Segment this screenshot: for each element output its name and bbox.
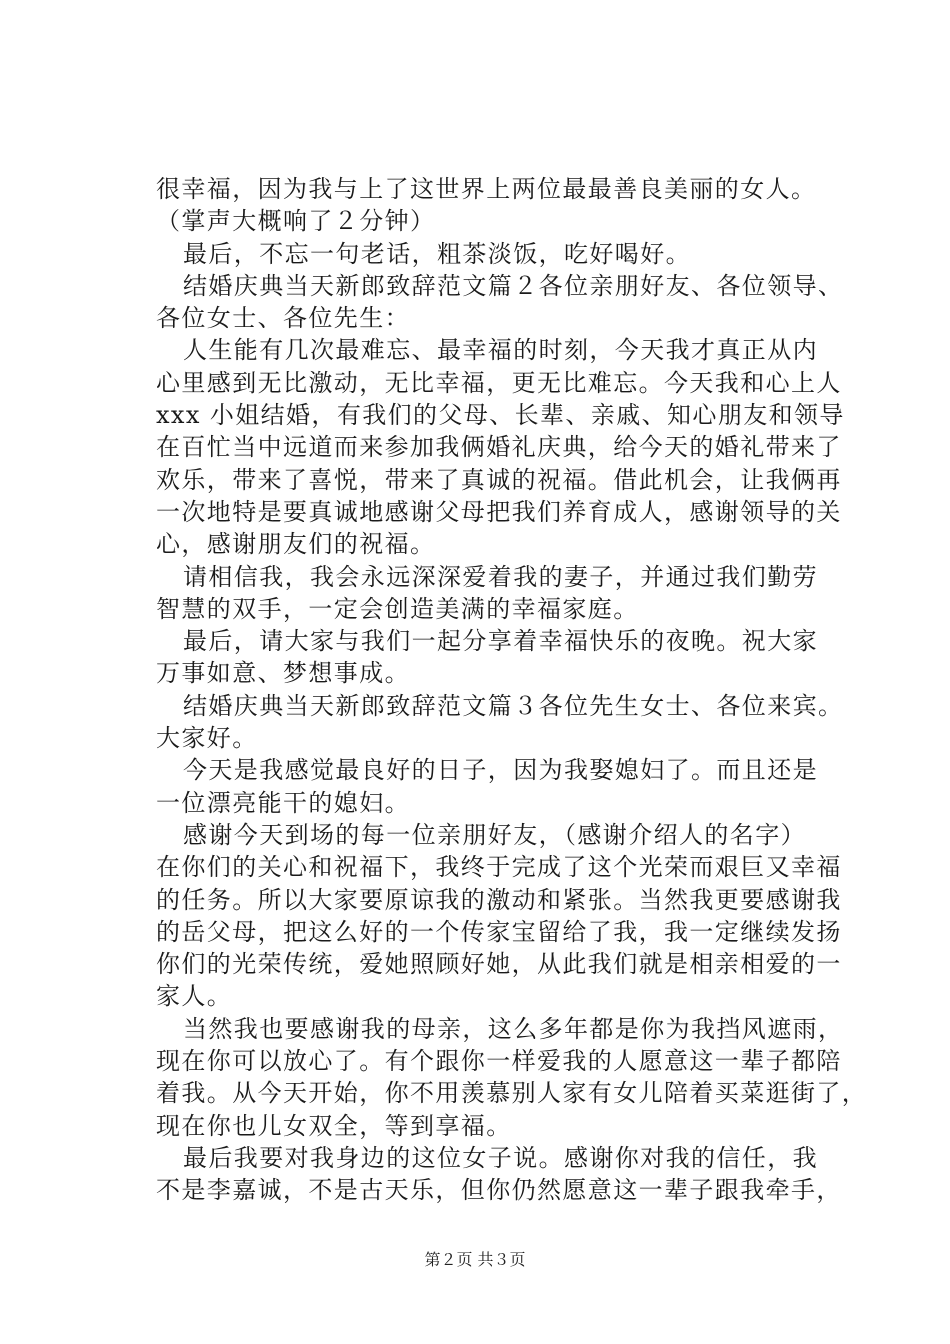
text-line: 的岳父母，把这么好的一个传家宝留给了我，我一定继续发扬 bbox=[156, 917, 842, 946]
text-line: 结婚庆典当天新郎致辞范文篇３各位先生女士、各位来宾。 bbox=[183, 691, 844, 720]
text-line: 在你们的关心和祝福下，我终于完成了这个光荣而艰巨又幸福 bbox=[156, 853, 842, 882]
text-line: 一位漂亮能干的媳妇。 bbox=[156, 788, 410, 817]
text-line: 感谢今天到场的每一位亲朋好友，（感谢介绍人的名字） bbox=[183, 820, 806, 849]
text-line: 人生能有几次最难忘、最幸福的时刻，今天我才真正从内 bbox=[183, 336, 818, 365]
text-line: 一次地特是要真诚地感谢父母把我们养育成人，感谢领导的关 bbox=[156, 497, 842, 526]
text-line: 智慧的双手，一定会创造美满的幸福家庭。 bbox=[156, 594, 639, 623]
text-line: 很幸福，因为我与上了这世界上两位最最善良美丽的女人。 bbox=[156, 175, 817, 203]
text-line: xxx 小姐结婚，有我们的父母、长辈、亲戚、知心朋友和领导 bbox=[156, 401, 845, 430]
text-line: 请相信我，我会永远深深爱着我的妻子，并通过我们勤劳 bbox=[183, 562, 818, 591]
text-line: （掌声大概响了２分钟） bbox=[156, 207, 436, 236]
text-line: 的任务。所以大家要原谅我的激动和紧张。当然我更要感谢我 bbox=[156, 885, 842, 914]
text-line: 现在你可以放心了。有个跟你一样爱我的人愿意这一辈子都陪 bbox=[156, 1047, 842, 1076]
text-line: 最后，不忘一句老话，粗茶淡饭，吃好喝好。 bbox=[183, 239, 691, 268]
text-line: 现在你也儿女双全，等到享福。 bbox=[156, 1111, 512, 1140]
text-line: 在百忙当中远道而来参加我俩婚礼庆典，给今天的婚礼带来了 bbox=[156, 433, 842, 462]
text-line: 最后，请大家与我们一起分享着幸福快乐的夜晚。祝大家 bbox=[183, 627, 818, 656]
text-line: 心里感到无比激动，无比幸福，更无比难忘。今天我和心上人 bbox=[156, 368, 842, 397]
text-line: 今天是我感觉最良好的日子，因为我娶媳妇了。而且还是 bbox=[183, 756, 818, 785]
text-line: 家人。 bbox=[156, 982, 233, 1011]
text-line: 欢乐，带来了喜悦，带来了真诚的祝福。借此机会，让我俩再 bbox=[156, 465, 842, 494]
text-line: 结婚庆典当天新郎致辞范文篇２各位亲朋好友、各位领导、 bbox=[183, 271, 844, 300]
page-number-footer: 第２页 共３页 bbox=[424, 1250, 526, 1269]
text-line: 你们的光荣传统，爱她照顾好她，从此我们就是相亲相爱的一 bbox=[156, 950, 842, 979]
text-line: 各位女士、各位先生： bbox=[156, 304, 410, 333]
text-line: 心，感谢朋友们的祝福。 bbox=[156, 530, 436, 559]
text-line: 当然我也要感谢我的母亲，这么多年都是你为我挡风遮雨， bbox=[183, 1014, 844, 1043]
text-line: 最后我要对我身边的这位女子说。感谢你对我的信任，我 bbox=[183, 1143, 818, 1172]
document-body bbox=[156, 173, 868, 1207]
text-line: 不是李嘉诚，不是古天乐，但你仍然愿意这一辈子跟我牵手， bbox=[156, 1176, 842, 1205]
text-line: 万事如意、梦想事成。 bbox=[156, 659, 410, 688]
text-line: 着我。从今天开始，你不用羡慕别人家有女儿陪着买菜逛街了， bbox=[156, 1079, 868, 1108]
text-line: 大家好。 bbox=[156, 724, 258, 753]
